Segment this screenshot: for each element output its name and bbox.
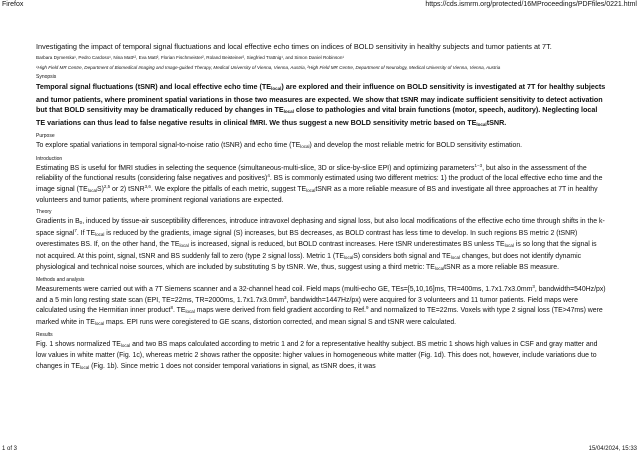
results-heading: Results [36,332,53,339]
author-list: Barbara Dymerska¹, Pedro Cardoso¹, Nina Matt¹², Eva Matt², Florian Fischmeister², Roland Beisteiner², Siegfried Trattnig¹, and Simon Daniel Robinson¹ [36,55,344,60]
paper-title: Investigating the impact of temporal signal fluctuations and local effective echo times on indices of BOLD sensitivity in healthy subjects and tumor patients at 7T. [36,42,552,51]
introduction-text: Estimating BS is useful for fMRI studies in selecting the sequence (simultaneous-multi-slice, 3D or slice-by-slice EPI) and optimizing parameters$^{1-3}$, but also in the assessment of the reliability of the functional results (considering false negatives and positives)$^4$. BS is commonly estimated using two different metrics: 1) the product of the local effective echo time and the image signal $(TE_{local}S)^{2,5}$ or 2) tSNR$^{3,6}$. We explore the pitfalls of each metric, suggest $TE_{local}tSNR$ as a more reliable measure of BS and investigate all three approaches at 7T in healthy volunteers and tumor patients, where prominent regional variations are expected. [36,162,603,204]
page-counter: 1 of 3 [2,446,18,452]
synopsis-text: Temporal signal fluctuations (tSNR) and local effective echo time $(TE_{local})$ are explored and their influence on BOLD sensitivity is investigated at 7T for healthy subjects and tumor patients, where prominent spatial variations in those two measures are expected. We show that tSNR may indicate sufficient sensitivity to detect activation but that BOLD sensitivity may be dramatically reduced by changes in $TE_{local}$ close to pathologies and vital brain functions (motor, speech, auditory). Neglecting local TE variations can thus lead to false negative results in clinical fMRI. We thus suggest a new BOLD sensitivity metric based on $TE_{local}tSNR$. [36,82,606,127]
print-timestamp: 15/04/2024, 15:33 [588,446,637,452]
purpose-heading: Purpose [36,133,55,140]
methods-text: Measurements were carried out with a 7T Siemens scanner and a 32-channel head coil. Field maps (multi-echo GE, TEs=[5,10,16]ms, TR=400ms, $1.7x1.7x3.0mm^3$, bandwidth=540Hz/px) and a 5 min long resting state scan (EPI, TE=22ms, TR=2000ms, $1.7x1.7x3.0mm^3$, bandwidth=1447Hz/px) were acquired for 3 volunteers and 11 tumor patients. Field maps were calculated using the Hermitian inner product$^8$. $TE_{local}$ maps were derived from field gradient according to Ref.$^9$ and normalized to TE=22ms. Voxels with type 2 signal loss (TE>47ms) were marked white in $TE_{local}$ maps. EPI runs were coregistered to GE scans, distortion corrected, and mean signal S and tSNR were calculated. [36,284,606,326]
browser-doc-name: Firefox [2,1,24,8]
synopsis-heading: Synopsis [36,74,57,80]
results-text: Fig. 1 shows normalized $TE_{local}$ and two BS maps calculated according to metric 1 and 2 for a representative healthy subject. BS metric 1 shows high values in CSF and gray matter and low values in white matter (Fig. 1c), whereas metric 2 shows rather the opposite: higher values in homogeneous white matter (Fig. 1d). This does not, however, include variations due to changes in $TE_{local}$ (Fig. 1b). Since metric 1 does not consider temporal variations in signal, as tSNR does, it was [36,341,598,370]
paper-content [36,42,608,376]
affiliations: ¹High Field MR Centre, Department of Biomedical Imaging and Image-guided Therapy, Medical University of Vienna, Vienna, Austria, ²High Field MR Centre, Department of Neurology, Medical University of Vienna, Vienna, Austria [36,65,501,70]
theory-heading: Theory [36,209,52,216]
page-url: https://cds.ismrm.org/protected/16MProceedings/PDFfiles/0221.html [425,1,637,8]
methods-heading: Methods and analysis [36,277,85,284]
purpose-text: To explore spatial variations in temporal signal-to-noise ratio (tSNR) and echo time $(TE_{local})$ and develop the most reliable metric for BOLD sensitivity estimation. [36,142,523,150]
theory-text: Gradients in $B_0$, induced by tissue-air susceptibility differences, introduce intravoxel dephasing and signal loss, but also local modifications of the effective echo time through shifts in the k-space signal$^7$. If $TE_{local}$ is reduced by the gradients, image signal (S) increases, but BS decreases, as BOLD contrast has less time to develop. In such regions BS metric 2 (tSNR) overestimates BS. If, on the other hand, the $TE_{local}$ is increased, signal is reduced, but BOLD contrast increases. Here tSNR underestimates BS unless $TE_{local}$ is so long that the signal is not acquired. At this point, signal, tSNR and BS suddenly fall to zero (type 2 signal loss). Metric 1 $(TE_{local}S)$ considers both signal and $TE_{local}$ changes, but does not identify dynamic physiological and technical noise sources, which are included by substituting S by tSNR. We, thus, suggest using a third metric: $TE_{local}tSNR$ as a more reliable BS measure. [36,218,605,272]
introduction-heading: Introduction [36,155,63,162]
